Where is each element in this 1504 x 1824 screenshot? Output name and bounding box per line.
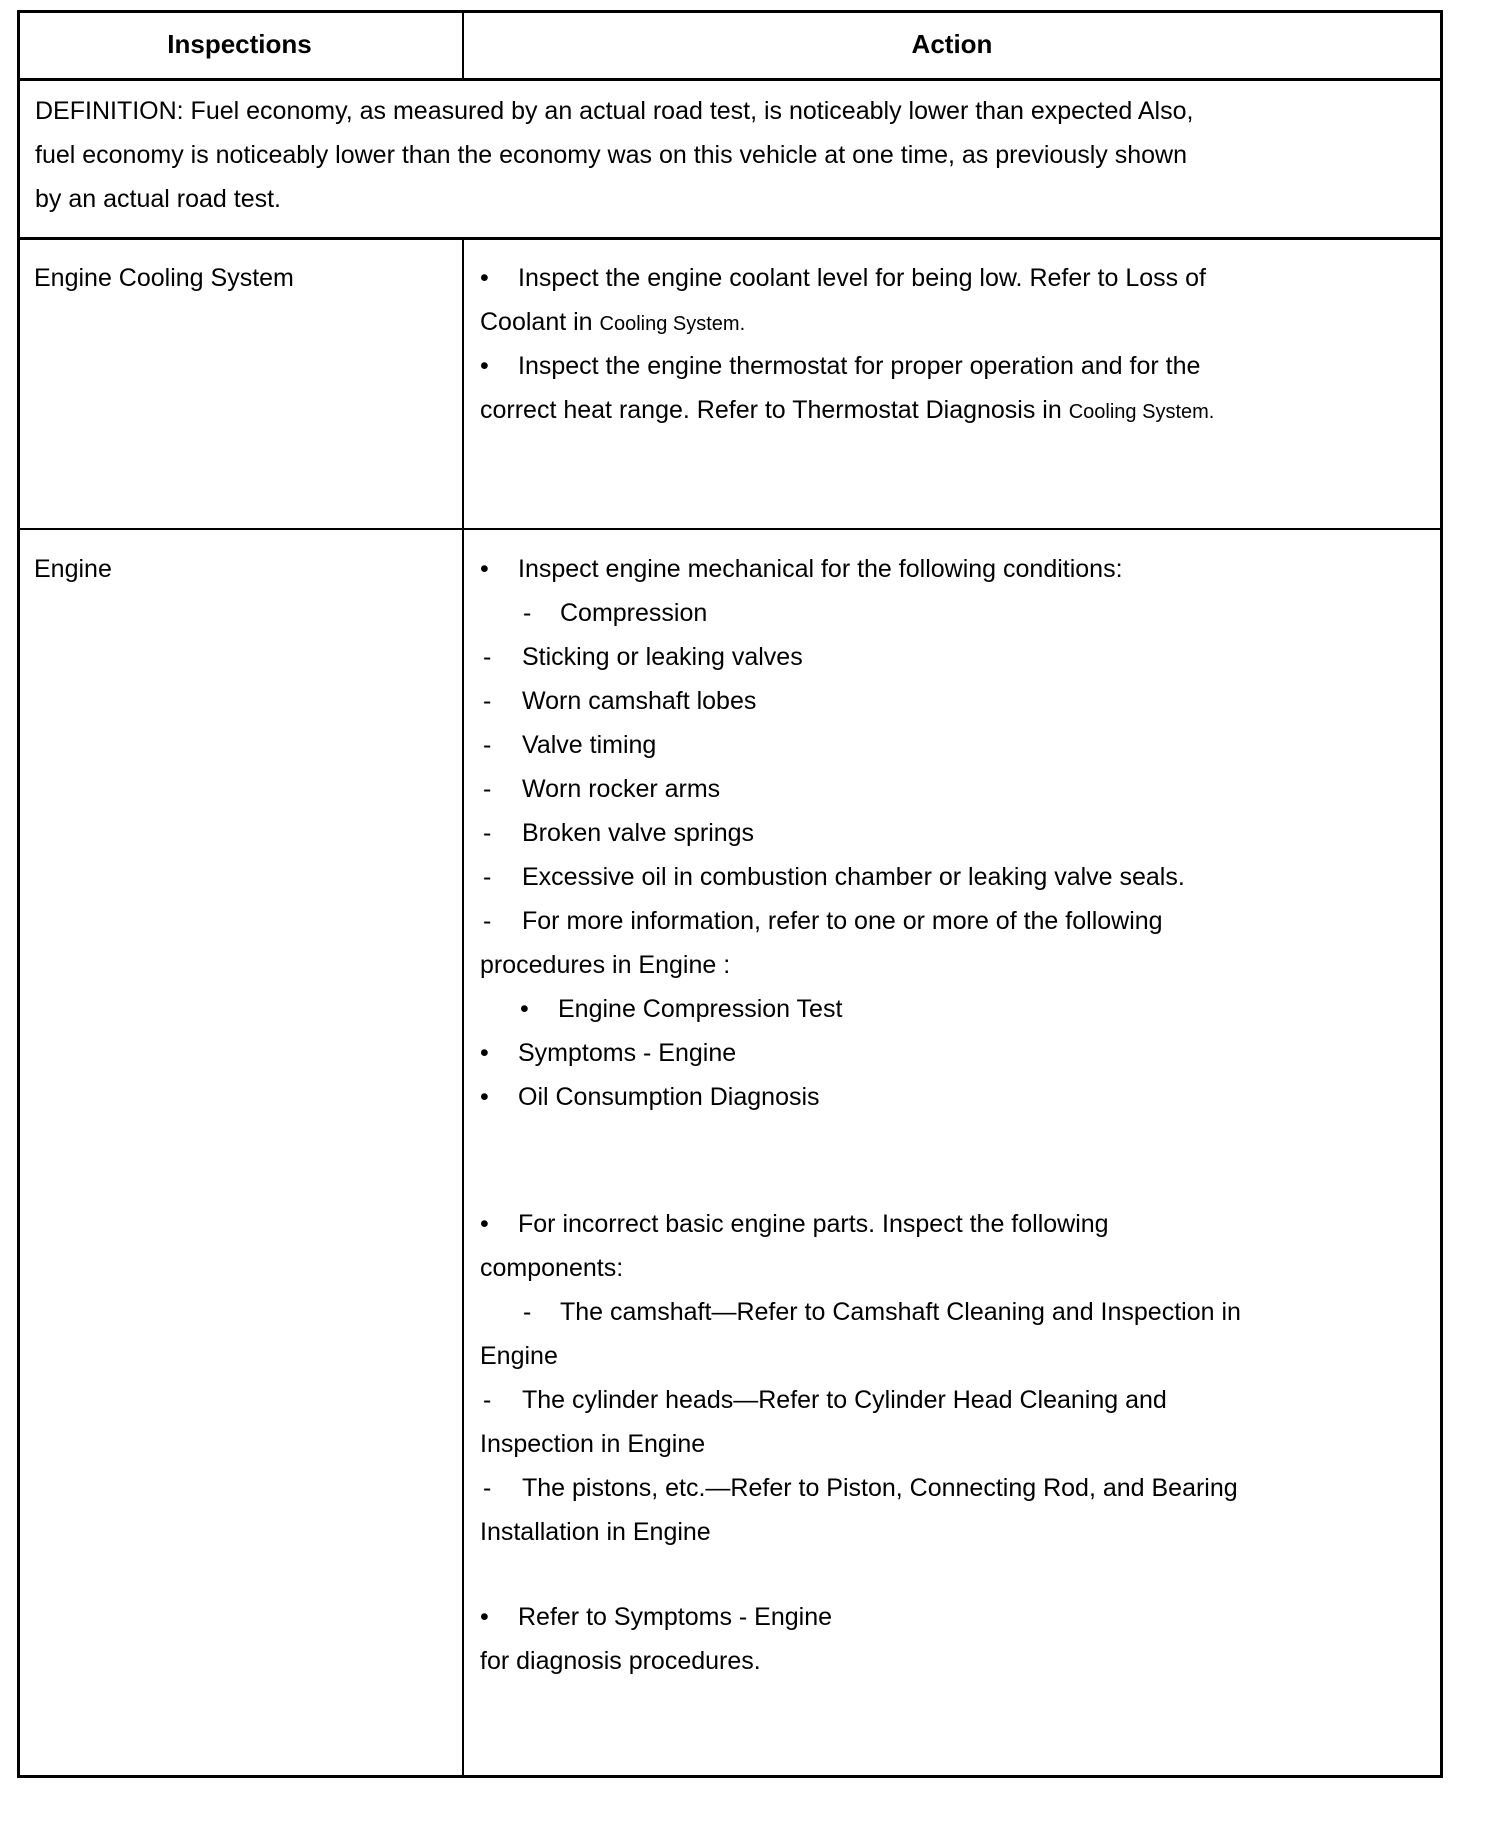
action-item: Inspect the engine coolant level for being low. Refer to Loss of: [518, 264, 1206, 292]
action-item: For incorrect basic engine parts. Inspect the following: [518, 1210, 1109, 1238]
dash-glyph: -: [483, 731, 492, 759]
action-text: Coolant in: [480, 308, 593, 336]
bullet-glyph: •: [480, 1210, 489, 1238]
inspection-engine-cooling-system: Engine Cooling System: [34, 264, 294, 292]
bullet-glyph: •: [480, 1039, 489, 1067]
condition-item: Worn camshaft lobes: [522, 687, 757, 715]
part-item: Engine: [480, 1342, 558, 1370]
action-item: Refer to Symptoms - Engine: [518, 1603, 833, 1631]
procedure-item: Symptoms - Engine: [518, 1039, 737, 1067]
part-item: The cylinder heads—Refer to Cylinder Head Cleaning and: [522, 1386, 1167, 1414]
definition-divider: [17, 237, 1443, 240]
manual-reference: Cooling System.: [1068, 401, 1215, 423]
action-engine: [480, 547, 1430, 1747]
action-text: for diagnosis procedures.: [480, 1647, 761, 1675]
diagnostic-table: [17, 10, 1443, 1778]
row-divider: [17, 528, 1443, 530]
condition-item: Valve timing: [522, 731, 657, 759]
action-text: components:: [480, 1254, 624, 1282]
dash-glyph: -: [523, 599, 532, 627]
column-header-action: Action: [911, 29, 993, 59]
part-item: Inspection in Engine: [480, 1430, 706, 1458]
inspection-engine: Engine: [34, 555, 112, 583]
dash-glyph: -: [483, 863, 492, 891]
definition-line: fuel economy is noticeably lower than the economy was on this vehicle at one time, as previously shown: [35, 141, 1187, 170]
bullet-glyph: •: [480, 352, 489, 380]
part-item: The pistons, etc.—Refer to Piston, Connecting Rod, and Bearing: [522, 1474, 1238, 1502]
action-text: procedures in Engine :: [480, 951, 731, 979]
dash-glyph: -: [483, 775, 492, 803]
action-text: correct heat range. Refer to Thermostat Diagnosis in: [480, 396, 1062, 424]
action-item: Inspect engine mechanical for the following conditions:: [518, 555, 1123, 583]
definition-line: DEFINITION: Fuel economy, as measured by an actual road test, is noticeably lower than expected Also,: [35, 97, 1194, 125]
condition-item: Compression: [560, 599, 708, 627]
procedure-item: Engine Compression Test: [558, 995, 843, 1023]
bullet-glyph: •: [480, 555, 489, 583]
header-divider: [17, 78, 1443, 81]
definition-text: [35, 89, 1425, 222]
action-text: For more information, refer to one or more of the following: [522, 907, 1163, 935]
condition-item: Sticking or leaking valves: [522, 643, 803, 671]
dash-glyph: -: [483, 643, 492, 671]
condition-item: Excessive oil in combustion chamber or leaking valve seals.: [522, 863, 1185, 891]
dash-glyph: -: [483, 907, 492, 935]
bullet-glyph: •: [480, 1083, 489, 1111]
bullet-glyph: •: [480, 1603, 489, 1631]
bullet-glyph: •: [520, 995, 529, 1023]
dash-glyph: -: [483, 687, 492, 715]
dash-glyph: -: [483, 1386, 492, 1414]
dash-glyph: -: [483, 819, 492, 847]
condition-item: Broken valve springs: [522, 819, 755, 847]
dash-glyph: -: [483, 1474, 492, 1502]
column-header-inspections: Inspections: [167, 29, 312, 59]
part-item: Installation in Engine: [480, 1518, 711, 1546]
table-border-right: [1440, 10, 1443, 1778]
table-border-bottom: [17, 1775, 1443, 1778]
body-column-divider: [462, 237, 464, 1777]
definition-line: by an actual road test.: [35, 185, 281, 214]
dash-glyph: -: [523, 1298, 532, 1326]
table-border-left: [17, 10, 20, 1778]
condition-item: Worn rocker arms: [522, 775, 721, 803]
bullet-glyph: •: [480, 264, 489, 292]
manual-reference: Cooling System.: [599, 313, 746, 335]
action-item: Inspect the engine thermostat for proper operation and for the: [518, 352, 1201, 380]
procedure-item: Oil Consumption Diagnosis: [518, 1083, 820, 1111]
part-item: The camshaft—Refer to Camshaft Cleaning and Inspection in: [560, 1298, 1241, 1326]
